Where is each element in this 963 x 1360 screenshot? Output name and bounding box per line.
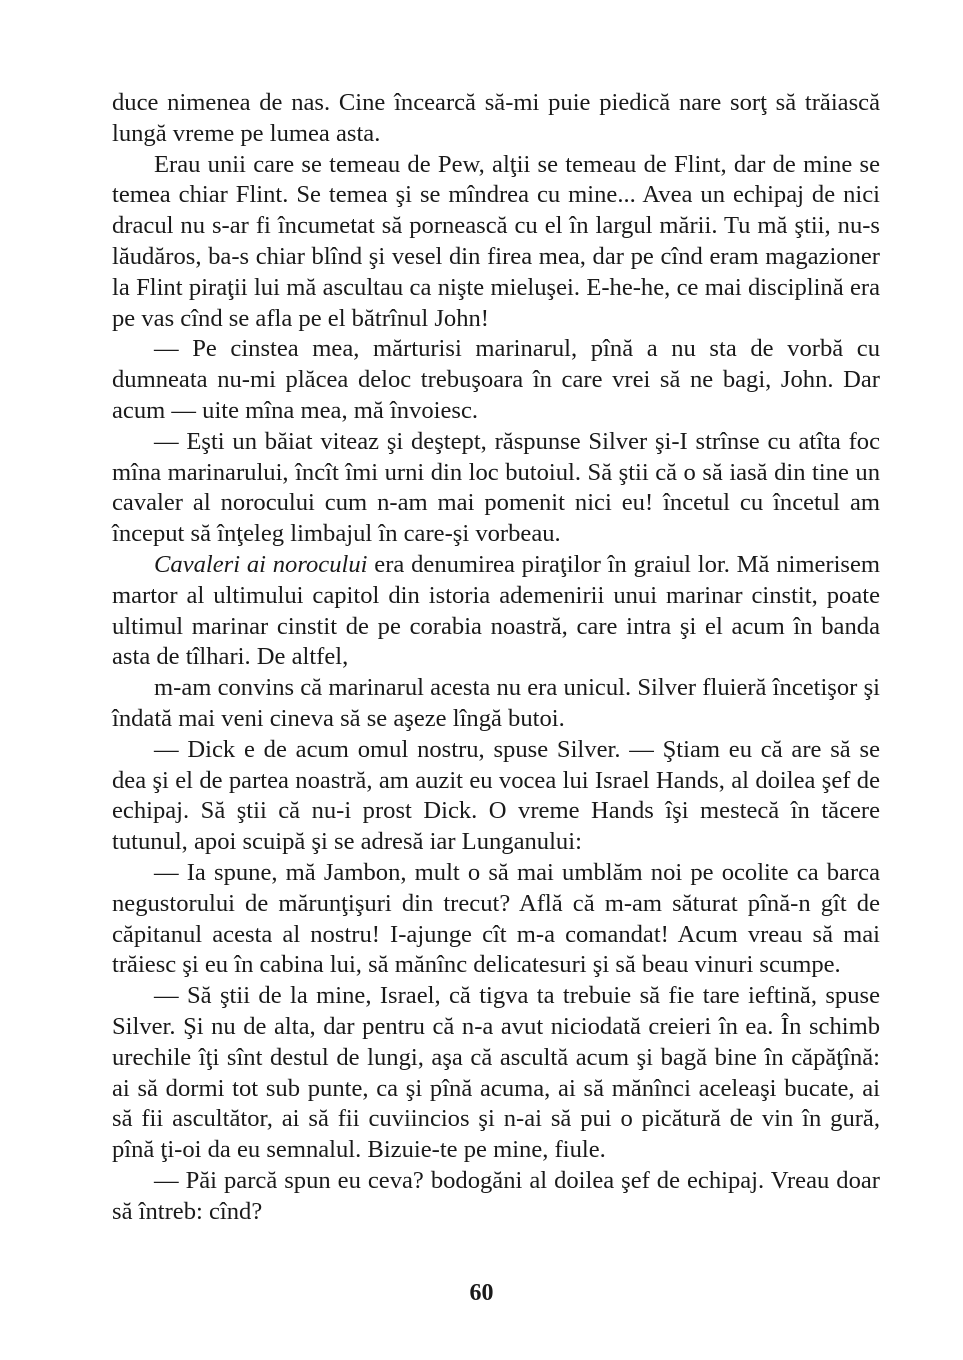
italic-phrase: Cavaleri ai norocului (154, 550, 368, 578)
body-text (112, 88, 880, 1227)
paragraph: — Eşti un băiat viteaz şi deştept, răspunse Silver şi-I strînse cu atîta foc mîna marinarului, încît îmi urni din loc butoiul. Să ştii că o să iasă din tine un cavaler al norocului cum n-am mai pomenit nici eu! încetul cu încetul am început să înţeleg limbajul în care-şi vorbeau. (112, 427, 880, 548)
paragraph: m-am convins că marinarul acesta nu era unicul. Silver fluieră încetişor şi îndată mai veni cineva să se aşeze lîngă butoi. (112, 674, 880, 732)
paragraph (112, 550, 880, 673)
paragraph: Erau unii care se temeau de Pew, alţii se temeau de Flint, dar de mine se temea chiar Flint. Se temea şi se mîndrea cu mine... Avea un echipaj de nici dracul nu s-ar fi încumetat să pornească cu el în largul mării. Tu mă ştii, nu-s lăudăros, ba-s chiar blînd şi vesel din firea mea, dar pe cînd eram magazioner la Flint piraţii lui mă ascultau ca nişte mieluşei. E-he-he, ce mai disciplină era pe vas cînd se afla pe el bătrînul John! (112, 150, 880, 332)
paragraph: — Pe cinstea mea, mărturisi marinarul, pînă a nu sta de vorbă cu dumneata nu-mi plăcea deloc trebuşoara în care vrei să ne bagi, John. Dar acum — uite mîna mea, mă învoiesc. (112, 335, 880, 424)
paragraph: — Dick e de acum omul nostru, spuse Silver. — Ştiam eu că are să se dea şi el de partea noastră, am auzit eu vocea lui Israel Hands, al doilea şef de echipaj. Să ştii că nu-i prost Dick. O vreme Hands îşi mestecă în tăcere tutunul, apoi scuipă şi se adresă iar Lunganului: (112, 735, 880, 856)
page-number: 60 (469, 1280, 494, 1306)
paragraph: — Păi parcă spun eu ceva? bodogăni al doilea şef de echipaj. Vreau doar să întreb: cînd? (112, 1166, 880, 1225)
paragraph: — Ia spune, mă Jambon, mult o să mai umblăm noi pe ocolite ca barca negustorului de mărunţişuri din trecut? Află că m-am săturat pînă-n gît de căpitanul acesta al nostru! I-ajunge cît m-a comandat! Acum vreau să mai trăiesc şi eu în cabina lui, să mănînc delicatesuri şi să beau vinuri scumpe. (112, 858, 880, 979)
paragraph: duce nimenea de nas. Cine încearcă să-mi puie piedică nare sorţ să trăiască lungă vreme pe lumea asta. (112, 89, 880, 147)
paragraph-text: era denumirea piraţilor în graiul lor. Mă nimerisem martor al ultimului capitol din istoria ademenirii unui marinar cinstit, poate ultimul marinar cinstit de pe corabia noastră, care intra şi el acum în banda asta de tîlhari. De altfel, (112, 550, 881, 671)
paragraph: — Să ştii de la mine, Israel, că tigva ta trebuie să fie tare ieftină, spuse Silver. Şi nu de alta, dar pentru că n-a avut niciodată creieri în ea. În schimb urechile îţi sînt destul de lungi, aşa că ascultă acum şi bagă bine în căpăţînă: ai să dormi tot sub punte, ca şi pînă acuma, ai să mănînci aceleaşi bucate, ai să fii ascultător, ai să fii cuviincios şi n-ai să pui o picătură de vin în gură, pînă ţi-oi da eu semnalul. Bizuie-te pe mine, fiule. (112, 982, 880, 1164)
